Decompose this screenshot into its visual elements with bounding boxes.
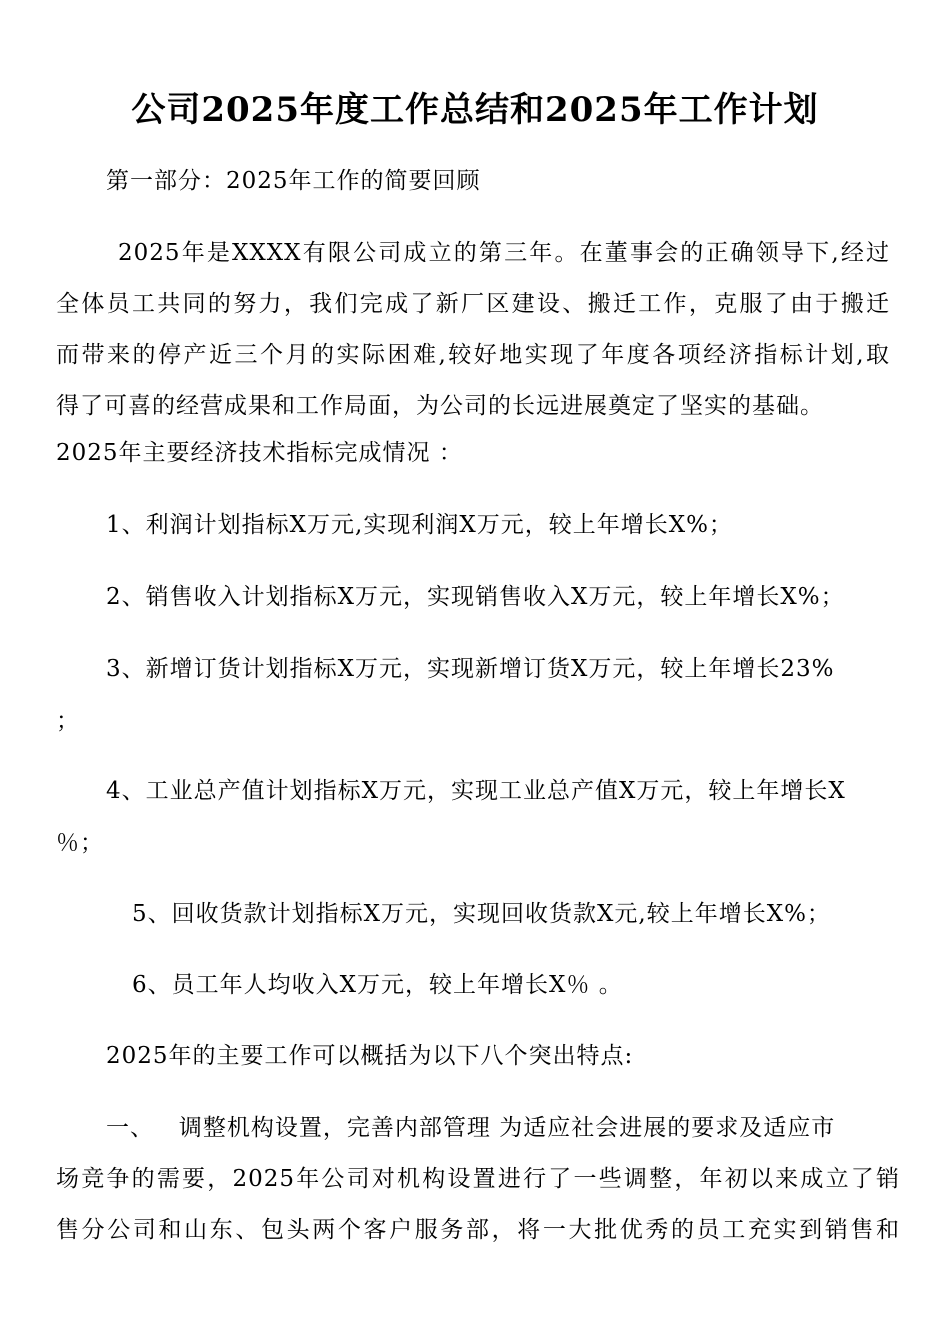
indicator-item-1: 1、利润计划指标X万元,实现利润X万元，较上年增长X%；	[106, 512, 733, 538]
indicator-item-3: 3、新增订货计划指标X万元，实现新增订货X万元，较上年增长23%	[106, 656, 835, 682]
indicator-item-4-cont: ％；	[56, 830, 104, 856]
point-one-line-3: 售分公司和山东、包头两个客户服务部，将一大批优秀的员工充实到销售和	[56, 1217, 900, 1243]
intro-line-5: 2025年主要经济技术指标完成情况 ：	[56, 440, 463, 466]
intro-line-3: 而带来的停产近三个月的实际困难,较好地实现了年度各项经济指标计划,取	[56, 342, 890, 368]
indicator-item-2: 2、销售收入计划指标X万元，实现销售收入X万元，较上年增长X%；	[106, 584, 845, 610]
indicator-item-5: 5、回收货款计划指标X万元，实现回收货款X元,较上年增长X%；	[132, 901, 831, 927]
summary-intro: 2025年的主要工作可以概括为以下八个突出特点:	[106, 1043, 634, 1069]
section-heading: 第一部分：2025年工作的简要回顾	[106, 168, 481, 194]
intro-line-4: 得了可喜的经营成果和工作局面，为公司的长远进展奠定了坚实的基础。	[56, 393, 824, 419]
intro-line-1: 2025年是XXXX有限公司成立的第三年。在董事会的正确领导下,经过	[118, 240, 890, 266]
intro-line-2: 全体员工共同的努力，我们完成了新厂区建设、搬迁工作，克服了由于搬迁	[56, 291, 890, 317]
indicator-item-3-cont: ；	[56, 708, 80, 734]
indicator-item-6: 6、员工年人均收入X万元，较上年增长X％ 。	[132, 972, 623, 998]
point-one-line-2: 场竞争的需要，2025年公司对机构设置进行了一些调整，年初以来成立了销	[56, 1166, 900, 1192]
point-one-line-1: 一、 调整机构设置，完善内部管理 为适应社会进展的要求及适应市	[106, 1115, 836, 1141]
document-title: 公司2025年度工作总结和2025年工作计划	[131, 90, 819, 130]
indicator-item-4: 4、工业总产值计划指标X万元，实现工业总产值X万元，较上年增长X	[106, 778, 846, 804]
